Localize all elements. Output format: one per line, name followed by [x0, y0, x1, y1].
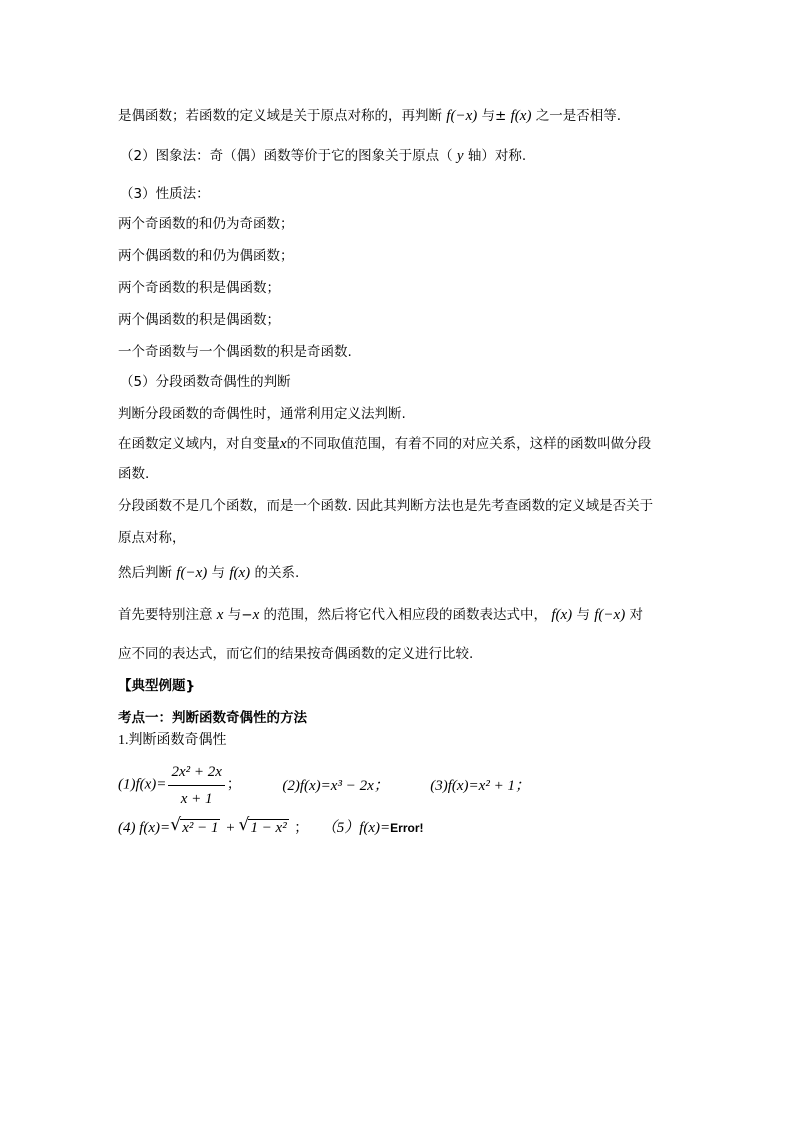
- function-4-label: (4) f(x)=: [118, 820, 171, 836]
- text: 轴）对称.: [467, 148, 527, 164]
- piecewise-line-5: 原点对称，: [118, 530, 186, 546]
- fraction-numerator: 2x² + 2x: [168, 760, 224, 786]
- math-f-neg-x: f(−x): [594, 607, 626, 623]
- text: 对: [629, 607, 643, 623]
- piecewise-line-4: 分段函数不是几个函数，而是一个函数. 因此其判断方法也是先考查函数的定义域是否关于: [118, 498, 654, 514]
- piecewise-line-6: [118, 563, 299, 583]
- piecewise-heading: （5）分段函数奇偶性的判断: [120, 374, 291, 390]
- text: 的关系.: [254, 565, 300, 581]
- functions-row-1: [118, 760, 530, 811]
- radicand: x² − 1: [182, 820, 219, 836]
- math-f-neg-x: f(−x): [446, 108, 478, 124]
- property-method-heading: （3）性质法：: [120, 186, 210, 202]
- sqrt-2: [238, 815, 288, 838]
- text: 之一是否相等.: [535, 108, 622, 124]
- text: 的范围，然后将它代入相应段的函数表达式中，: [263, 607, 548, 623]
- radical-icon: √: [238, 815, 250, 835]
- function-3: (3)f(x)=x² + 1；: [430, 777, 530, 794]
- sqrt-1: [170, 815, 220, 838]
- text: 然后判断: [118, 565, 172, 581]
- piecewise-line-3: 函数.: [118, 466, 150, 482]
- radicand: 1 − x²: [250, 820, 287, 836]
- math-x: x: [252, 607, 260, 623]
- text: 与: [211, 565, 226, 581]
- text: ；: [226, 777, 241, 793]
- property-line-5: 一个奇函数与一个偶函数的积是奇函数.: [118, 344, 352, 360]
- property-line-3: 两个奇函数的积是偶函数；: [118, 280, 280, 296]
- function-2: (2)f(x)=x³ − 2x；: [282, 777, 389, 794]
- math-f-neg-x: f(−x): [176, 565, 208, 581]
- property-line-1: 两个奇函数的和仍为奇函数；: [118, 216, 294, 232]
- text: 与: [576, 607, 590, 623]
- text: ；: [294, 821, 309, 836]
- text: +: [222, 820, 239, 836]
- function-1-fraction: [168, 760, 224, 811]
- piecewise-line-8: 应不同的表达式，而它们的结果按奇偶函数的定义进行比较.: [118, 646, 474, 662]
- math-x: x: [280, 436, 287, 452]
- kaodian-heading: 考点一：判断函数奇偶性的方法: [118, 710, 307, 726]
- property-line-2: 两个偶函数的和仍为偶函数；: [118, 248, 294, 264]
- piecewise-line-2: [118, 434, 651, 454]
- function-1-label: (1)f(x)=: [118, 776, 167, 793]
- text: 首先要特别注意: [118, 607, 213, 623]
- radical-icon: √: [170, 815, 182, 835]
- paragraph-definition-continuation: [118, 106, 621, 126]
- math-f-x: f(x): [229, 565, 251, 581]
- math-f-x: f(x): [510, 108, 532, 124]
- functions-row-2: [118, 815, 424, 839]
- property-line-4: 两个偶函数的积是偶函数；: [118, 312, 280, 328]
- function-5-label: （5）f(x)=: [321, 820, 391, 836]
- text: 的不同取值范围，有着不同的对应关系，这样的函数叫做分段: [286, 436, 652, 452]
- piecewise-line-7: [118, 605, 643, 625]
- piecewise-line-1: 判断分段函数的奇偶性时，通常利用定义法判断.: [118, 406, 406, 422]
- error-text: Error!: [390, 821, 424, 835]
- math-f-x: f(x): [551, 607, 573, 623]
- section-heading: 【典型例题}: [118, 678, 196, 694]
- question-1: 1.判断函数奇偶性: [118, 733, 227, 748]
- math-y: y: [456, 148, 464, 164]
- text: 在函数定义域内，对自变量: [118, 436, 280, 452]
- text: （2）图象法：奇（偶）函数等价于它的图象关于原点（: [120, 148, 453, 164]
- text: 与±: [481, 108, 507, 124]
- graph-method-line: [120, 146, 526, 166]
- text: 与−: [227, 607, 253, 623]
- math-x: x: [216, 607, 224, 623]
- fraction-denominator: x + 1: [180, 791, 213, 807]
- text: 是偶函数；若函数的定义域是关于原点对称的，再判断: [118, 108, 442, 124]
